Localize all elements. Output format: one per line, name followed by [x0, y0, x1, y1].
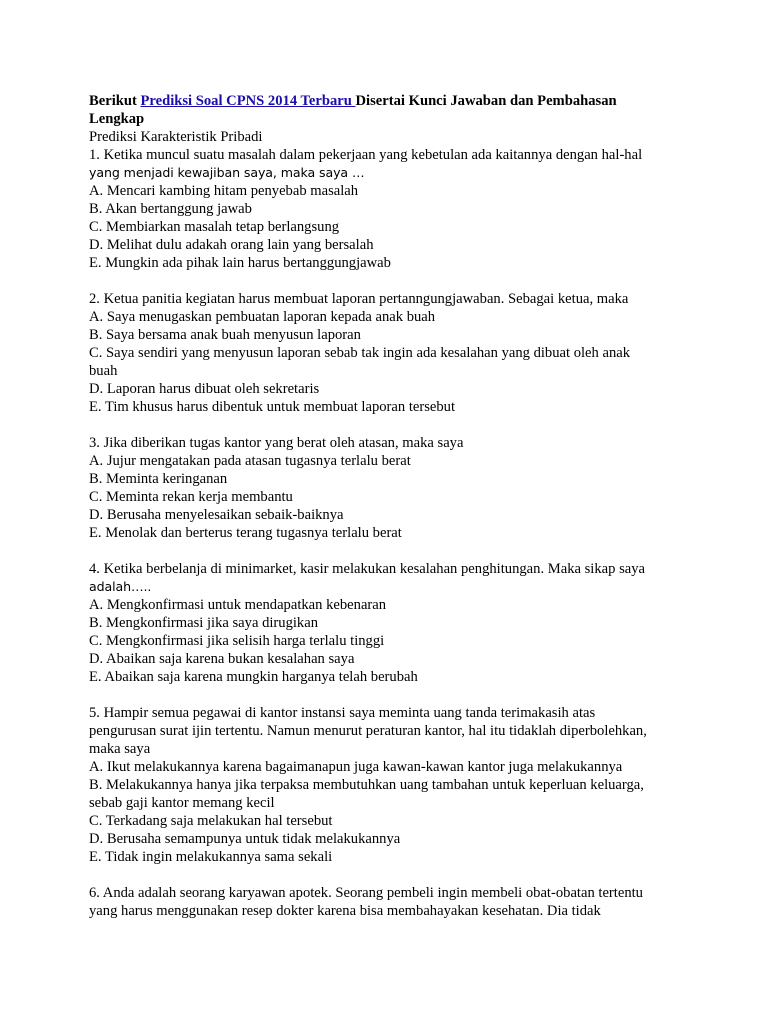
- question-text: maka saya: [89, 741, 151, 757]
- answer-option: buah: [89, 363, 118, 379]
- document-page: [89, 92, 689, 920]
- question-2: [89, 290, 689, 416]
- answer-option: B. Akan bertanggung jawab: [89, 201, 252, 217]
- answer-option: sebab gaji kantor memang kecil: [89, 795, 275, 811]
- paragraph-gap: [89, 686, 689, 704]
- question-text: adalah…..: [89, 579, 152, 594]
- question-text: 3. Jika diberikan tugas kantor yang berat oleh atasan, maka saya: [89, 435, 464, 451]
- question-text: 5. Hampir semua pegawai di kantor instansi saya meminta uang tanda terimakasih atas: [89, 705, 596, 721]
- question-4: [89, 560, 689, 686]
- answer-option: E. Abaikan saja karena mungkin harganya telah berubah: [89, 669, 418, 685]
- answer-option: A. Jujur mengatakan pada atasan tugasnya terlalu berat: [89, 453, 411, 469]
- answer-option: B. Mengkonfirmasi jika saya dirugikan: [89, 615, 318, 631]
- heading-suffix-line2: Lengkap: [89, 111, 145, 127]
- answer-option: E. Menolak dan berterus terang tugasnya terlalu berat: [89, 525, 402, 541]
- answer-option: A. Saya menugaskan pembuatan laporan kepada anak buah: [89, 309, 436, 325]
- answer-option: E. Mungkin ada pihak lain harus bertanggungjawab: [89, 255, 391, 271]
- answer-option: B. Meminta keringanan: [89, 471, 228, 487]
- answer-option: A. Mencari kambing hitam penyebab masalah: [89, 183, 359, 199]
- answer-option: D. Melihat dulu adakah orang lain yang bersalah: [89, 237, 374, 253]
- answer-option: D. Berusaha menyelesaikan sebaik-baiknya: [89, 507, 344, 523]
- question-5: [89, 704, 689, 866]
- paragraph-gap: [89, 542, 689, 560]
- heading-prefix: Berikut: [89, 93, 141, 109]
- answer-option: C. Membiarkan masalah tetap berlangsung: [89, 219, 340, 235]
- answer-option: D. Berusaha semampunya untuk tidak melakukannya: [89, 831, 401, 847]
- answer-option: C. Terkadang saja melakukan hal tersebut: [89, 813, 333, 829]
- document-heading: [89, 92, 689, 128]
- answer-option: C. Saya sendiri yang menyusun laporan sebab tak ingin ada kesalahan yang dibuat oleh anak: [89, 345, 631, 361]
- answer-option: D. Abaikan saja karena bukan kesalahan saya: [89, 651, 355, 667]
- question-1: [89, 146, 689, 272]
- paragraph-gap: [89, 272, 689, 290]
- question-text: pengurusan surat ijin tertentu. Namun menurut peraturan kantor, hal itu tidaklah diperbolehkan,: [89, 723, 647, 739]
- question-text: 2. Ketua panitia kegiatan harus membuat laporan pertanngungjawaban. Sebagai ketua, maka: [89, 291, 629, 307]
- answer-option: C. Mengkonfirmasi jika selisih harga terlalu tinggi: [89, 633, 385, 649]
- question-text: yang harus menggunakan resep dokter karena bisa membahayakan kesehatan. Dia tidak: [89, 903, 601, 919]
- question-text: 6. Anda adalah seorang karyawan apotek. Seorang pembeli ingin membeli obat-obatan tertentu: [89, 885, 643, 901]
- question-6: [89, 884, 689, 920]
- article-link[interactable]: Prediksi Soal CPNS 2014 Terbaru: [140, 93, 356, 109]
- answer-option: E. Tim khusus harus dibentuk untuk membuat laporan tersebut: [89, 399, 456, 415]
- section-subtitle: Prediksi Karakteristik Pribadi: [89, 129, 263, 145]
- answer-option: B. Melakukannya hanya jika terpaksa membutuhkan uang tambahan untuk keperluan keluarga,: [89, 777, 644, 793]
- question-3: [89, 434, 689, 542]
- answer-option: A. Mengkonfirmasi untuk mendapatkan kebenaran: [89, 597, 387, 613]
- answer-option: C. Meminta rekan kerja membantu: [89, 489, 293, 505]
- answer-option: B. Saya bersama anak buah menyusun laporan: [89, 327, 361, 343]
- answer-option: A. Ikut melakukannya karena bagaimanapun juga kawan-kawan kantor juga melakukannya: [89, 759, 623, 775]
- paragraph-gap: [89, 416, 689, 434]
- question-text: 1. Ketika muncul suatu masalah dalam pekerjaan yang kebetulan ada kaitannya dengan hal-hal: [89, 147, 643, 163]
- answer-option: E. Tidak ingin melakukannya sama sekali: [89, 849, 333, 865]
- heading-suffix-line1: Disertai Kunci Jawaban dan Pembahasan: [355, 93, 617, 109]
- question-text: yang menjadi kewajiban saya, maka saya …: [89, 165, 365, 180]
- question-text: 4. Ketika berbelanja di minimarket, kasir melakukan kesalahan penghitungan. Maka sikap saya: [89, 561, 646, 577]
- answer-option: D. Laporan harus dibuat oleh sekretaris: [89, 381, 320, 397]
- paragraph-gap: [89, 866, 689, 884]
